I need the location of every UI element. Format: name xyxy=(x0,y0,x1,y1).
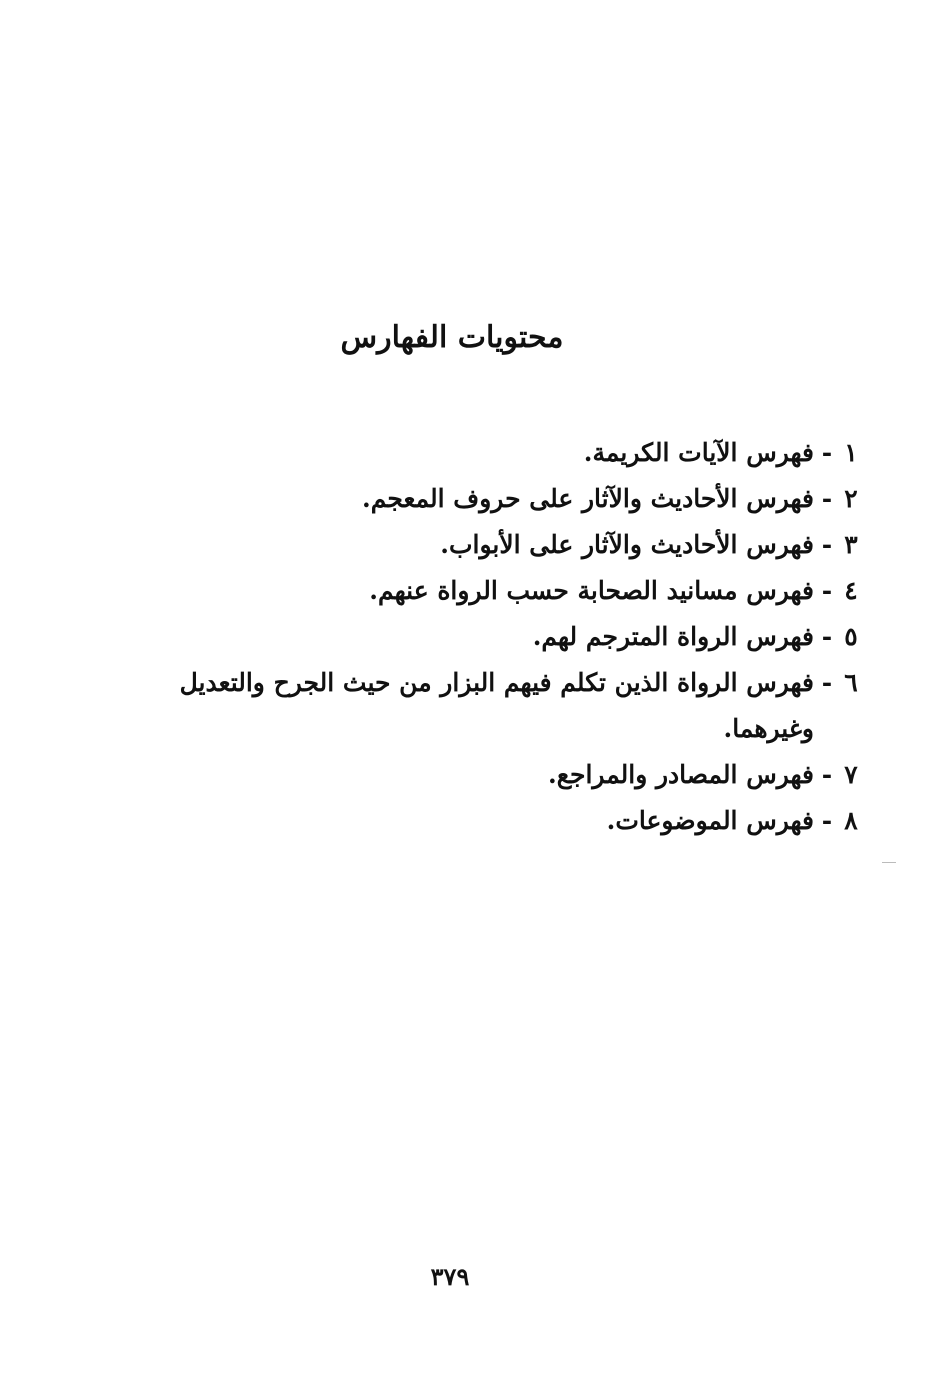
margin-mark xyxy=(882,862,896,863)
toc-item-number: ٢ xyxy=(844,484,858,513)
toc-item-dash: - xyxy=(821,622,833,651)
toc-item-1 xyxy=(102,430,862,476)
toc-item-number: ٥ xyxy=(844,622,858,651)
toc-item-4 xyxy=(102,568,862,614)
toc-item-dash: - xyxy=(821,806,833,835)
toc-item-dash: - xyxy=(821,530,833,559)
toc-item-number: ٧ xyxy=(844,760,858,789)
page-number: ٣٧٩ xyxy=(430,1262,470,1291)
toc-item-text: فهرس الرواة المترجم لهم. xyxy=(532,622,814,651)
toc-item-7 xyxy=(102,752,862,798)
toc-item-number: ٣ xyxy=(844,530,858,559)
toc-item-number: ٨ xyxy=(844,806,858,835)
toc-item-dash: - xyxy=(821,484,833,513)
toc-item-text: فهرس مسانيد الصحابة حسب الرواة عنهم. xyxy=(369,576,814,605)
toc-item-dash: - xyxy=(821,668,833,697)
toc-item-8 xyxy=(102,798,862,844)
toc-item-text: فهرس الأحاديث والآثار على حروف المعجم. xyxy=(362,484,814,513)
toc-item-text: فهرس الرواة الذين تكلم فيهم البزار من حيث الجرح والتعديل وغيرهما. xyxy=(179,668,814,743)
toc-item-2 xyxy=(102,476,862,522)
toc-item-text: فهرس الموضوعات. xyxy=(606,806,814,835)
toc-item-text: فهرس الأحاديث والآثار على الأبواب. xyxy=(440,530,814,559)
toc-item-6 xyxy=(102,660,862,752)
toc-item-dash: - xyxy=(821,760,833,789)
toc-item-3 xyxy=(102,522,862,568)
page-title: محتويات الفهارس xyxy=(340,320,564,355)
toc-item-dash: - xyxy=(821,438,833,467)
toc-item-text: فهرس المصادر والمراجع. xyxy=(547,760,814,789)
toc-item-number: ٤ xyxy=(844,576,858,605)
toc-list xyxy=(102,430,862,844)
toc-item-5 xyxy=(102,614,862,660)
toc-item-number: ١ xyxy=(844,438,858,467)
toc-item-dash: - xyxy=(821,576,833,605)
toc-item-number: ٦ xyxy=(844,668,858,697)
toc-item-text: فهرس الآيات الكريمة. xyxy=(583,438,814,467)
